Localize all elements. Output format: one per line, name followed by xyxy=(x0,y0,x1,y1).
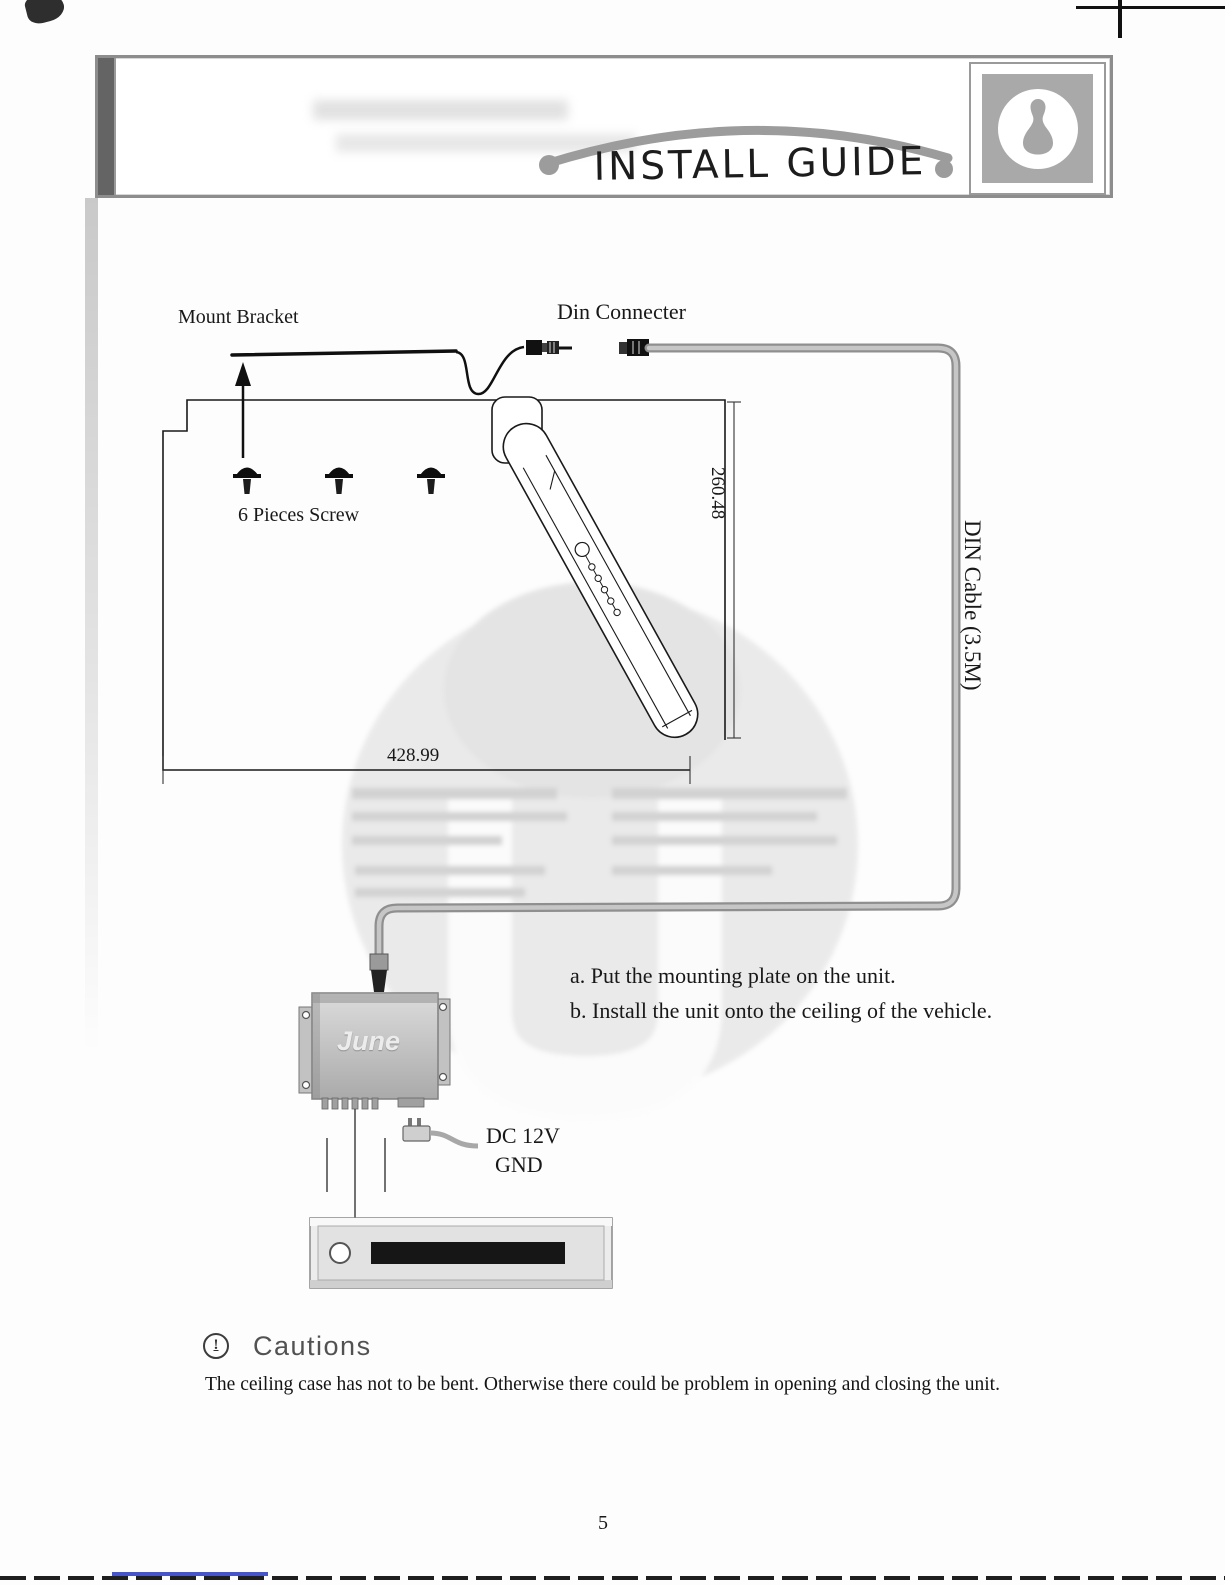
height-dimension-label: 260.48 xyxy=(707,467,728,520)
instruction-step-b: b. Install the unit onto the ceiling of the vehicle. xyxy=(570,998,993,1023)
screw-icon xyxy=(233,468,261,495)
mount-bracket xyxy=(232,347,524,394)
width-dimension-label: 428.99 xyxy=(387,745,440,766)
wire-leads xyxy=(327,1109,385,1220)
screw-icon xyxy=(325,468,353,495)
up-arrow-icon xyxy=(235,362,251,458)
plate-hole xyxy=(330,1243,350,1263)
exclamation-icon xyxy=(203,1333,229,1359)
gnd-label: GND xyxy=(495,1152,543,1177)
dc-power-label: DC 12V xyxy=(486,1123,560,1148)
scan-bottom-edge xyxy=(0,1576,1225,1580)
page-number: 5 xyxy=(598,1512,608,1534)
mounting-plate xyxy=(310,1218,612,1288)
power-plug-icon xyxy=(403,1118,478,1146)
screw-icon xyxy=(417,468,445,495)
instruction-step-a: a. Put the mounting plate on the unit. xyxy=(570,963,896,988)
mount-bracket-label: Mount Bracket xyxy=(178,306,299,328)
cautions-title: Cautions xyxy=(253,1331,372,1361)
exclamation-glyph: ! xyxy=(213,1337,219,1353)
cautions-body: The ceiling case has not to be bent. Otherwise there could be problem in opening and closing the unit. xyxy=(205,1374,1000,1395)
page-title: INSTALL GUIDE xyxy=(593,139,927,190)
din-connecter-label: Din Connecter xyxy=(557,299,686,324)
plate-slot xyxy=(371,1242,565,1264)
din-connector-icon xyxy=(619,339,649,356)
scan-blue-mark xyxy=(112,1572,268,1576)
cable-plug-icon xyxy=(370,954,388,992)
screws-label: 6 Pieces Screw xyxy=(238,504,360,526)
connector-pins xyxy=(322,1098,424,1109)
din-cable-label: DIN Cable (3.5M) xyxy=(960,520,985,691)
din-connector-icon xyxy=(526,340,572,355)
unit-brand-label: June xyxy=(337,1026,401,1056)
